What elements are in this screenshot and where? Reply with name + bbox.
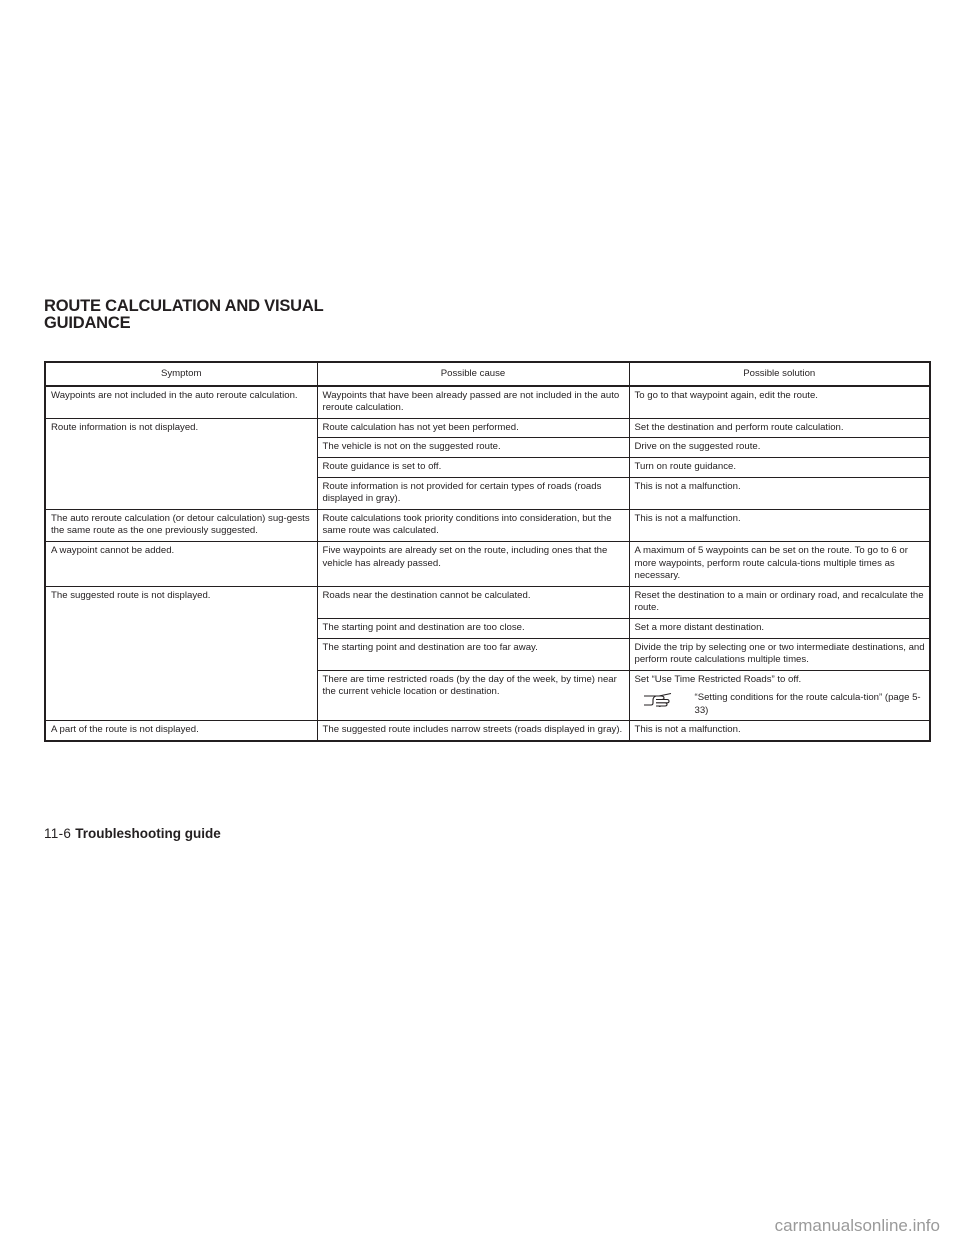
symptom-cell: A part of the route is not displayed.	[45, 721, 317, 741]
cause-cell: The starting point and destination are too close.	[317, 618, 629, 638]
solution-cell: This is not a malfunction.	[629, 509, 930, 541]
section-heading	[44, 298, 323, 332]
page-reference	[635, 692, 926, 717]
solution-cell: Set a more distant destination.	[629, 618, 930, 638]
cause-cell: There are time restricted roads (by the day of the week, by time) near the current vehicle location or destination.	[317, 670, 629, 721]
header-possible-solution: Possible solution	[629, 362, 930, 386]
cause-cell: Waypoints that have been already passed are not included in the auto reroute calculation.	[317, 386, 629, 419]
pointing-hand-icon	[635, 692, 685, 717]
solution-text: Set “Use Time Restricted Roads” to off.	[634, 673, 802, 685]
symptom-cell: Route information is not displayed.	[45, 418, 317, 509]
section-heading-line1: ROUTE CALCULATION AND VISUAL	[44, 297, 324, 315]
table-row	[45, 418, 930, 438]
section-title: Troubleshooting guide	[75, 826, 221, 841]
solution-cell: Turn on route guidance.	[629, 457, 930, 477]
solution-cell: Reset the destination to a main or ordinary road, and recalculate the route.	[629, 586, 930, 618]
solution-cell: To go to that waypoint again, edit the route.	[629, 386, 930, 419]
symptom-cell: The auto reroute calculation (or detour calculation) sug-gests the same route as the one previously suggested.	[45, 509, 317, 541]
cause-cell: Five waypoints are already set on the route, including ones that the vehicle has already passed.	[317, 541, 629, 586]
solution-cell	[629, 670, 930, 721]
section-heading-line2: GUIDANCE	[44, 314, 131, 332]
cause-cell: The starting point and destination are too far away.	[317, 638, 629, 670]
solution-cell: This is not a malfunction.	[629, 721, 930, 741]
watermark: carmanualsonline.info	[774, 1216, 940, 1235]
troubleshooting-table	[44, 361, 931, 742]
cause-cell: Route calculation has not yet been performed.	[317, 418, 629, 438]
cause-cell: The vehicle is not on the suggested route.	[317, 438, 629, 458]
table-row	[45, 386, 930, 419]
cause-cell: Route guidance is set to off.	[317, 457, 629, 477]
cause-cell: Route calculations took priority conditions into consideration, but the same route was calculated.	[317, 509, 629, 541]
header-possible-cause: Possible cause	[317, 362, 629, 386]
cause-cell: Roads near the destination cannot be calculated.	[317, 586, 629, 618]
solution-cell: Divide the trip by selecting one or two intermediate destinations, and perform route calculations multiple times.	[629, 638, 930, 670]
solution-cell: A maximum of 5 waypoints can be set on the route. To go to 6 or more waypoints, perform route calcula-tions multiple times as necessary.	[629, 541, 930, 586]
symptom-cell: Waypoints are not included in the auto reroute calculation.	[45, 386, 317, 419]
table-row	[45, 586, 930, 618]
symptom-cell: A waypoint cannot be added.	[45, 541, 317, 586]
symptom-cell: The suggested route is not displayed.	[45, 586, 317, 721]
page-number: 11-6	[44, 826, 72, 841]
table-row	[45, 509, 930, 541]
table-row	[45, 541, 930, 586]
table-header-row	[45, 362, 930, 386]
cause-cell: The suggested route includes narrow streets (roads displayed in gray).	[317, 721, 629, 741]
table-row	[45, 721, 930, 741]
cause-cell: Route information is not provided for certain types of roads (roads displayed in gray).	[317, 477, 629, 509]
solution-cell: This is not a malfunction.	[629, 477, 930, 509]
page-footer	[44, 826, 221, 841]
header-symptom: Symptom	[45, 362, 317, 386]
solution-cell: Drive on the suggested route.	[629, 438, 930, 458]
reference-text: “Setting conditions for the route calcula-tion” (page 5-33)	[694, 692, 921, 716]
solution-cell: Set the destination and perform route calculation.	[629, 418, 930, 438]
